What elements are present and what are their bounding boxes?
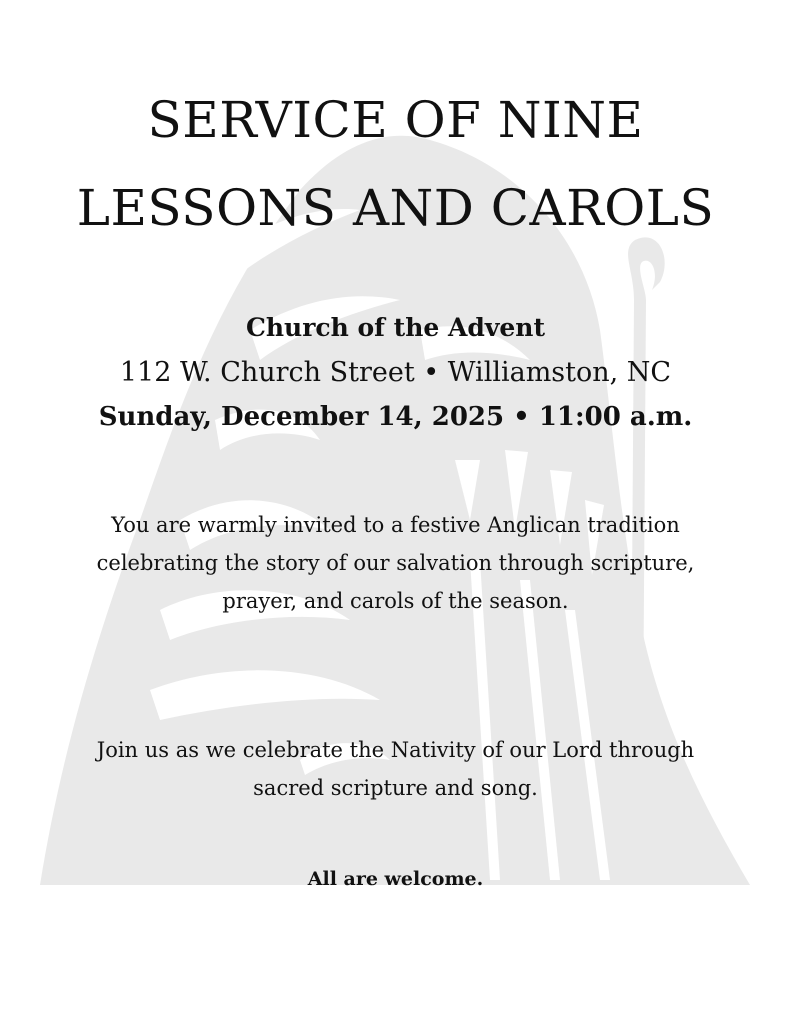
church-name: Church of the Advent [245, 313, 546, 342]
service-datetime: Sunday, December 14, 2025 • 11:00 a.m. [98, 402, 693, 432]
page-title [0, 76, 791, 252]
title-line-2: LESSONS AND CAROLS [76, 179, 715, 237]
join-paragraph: Join us as we celebrate the Nativity of our Lord through sacred scripture and song. [96, 738, 695, 800]
invitation-paragraph: You are warmly invited to a festive Anglican tradition celebrating the story of our salvation through scripture, prayer, and carols of the season. [96, 513, 695, 613]
welcome-text: All are welcome. [307, 868, 484, 890]
title-line-1: SERVICE OF NINE [147, 91, 644, 149]
church-address: 112 W. Church Street • Williamston, NC [119, 357, 672, 388]
